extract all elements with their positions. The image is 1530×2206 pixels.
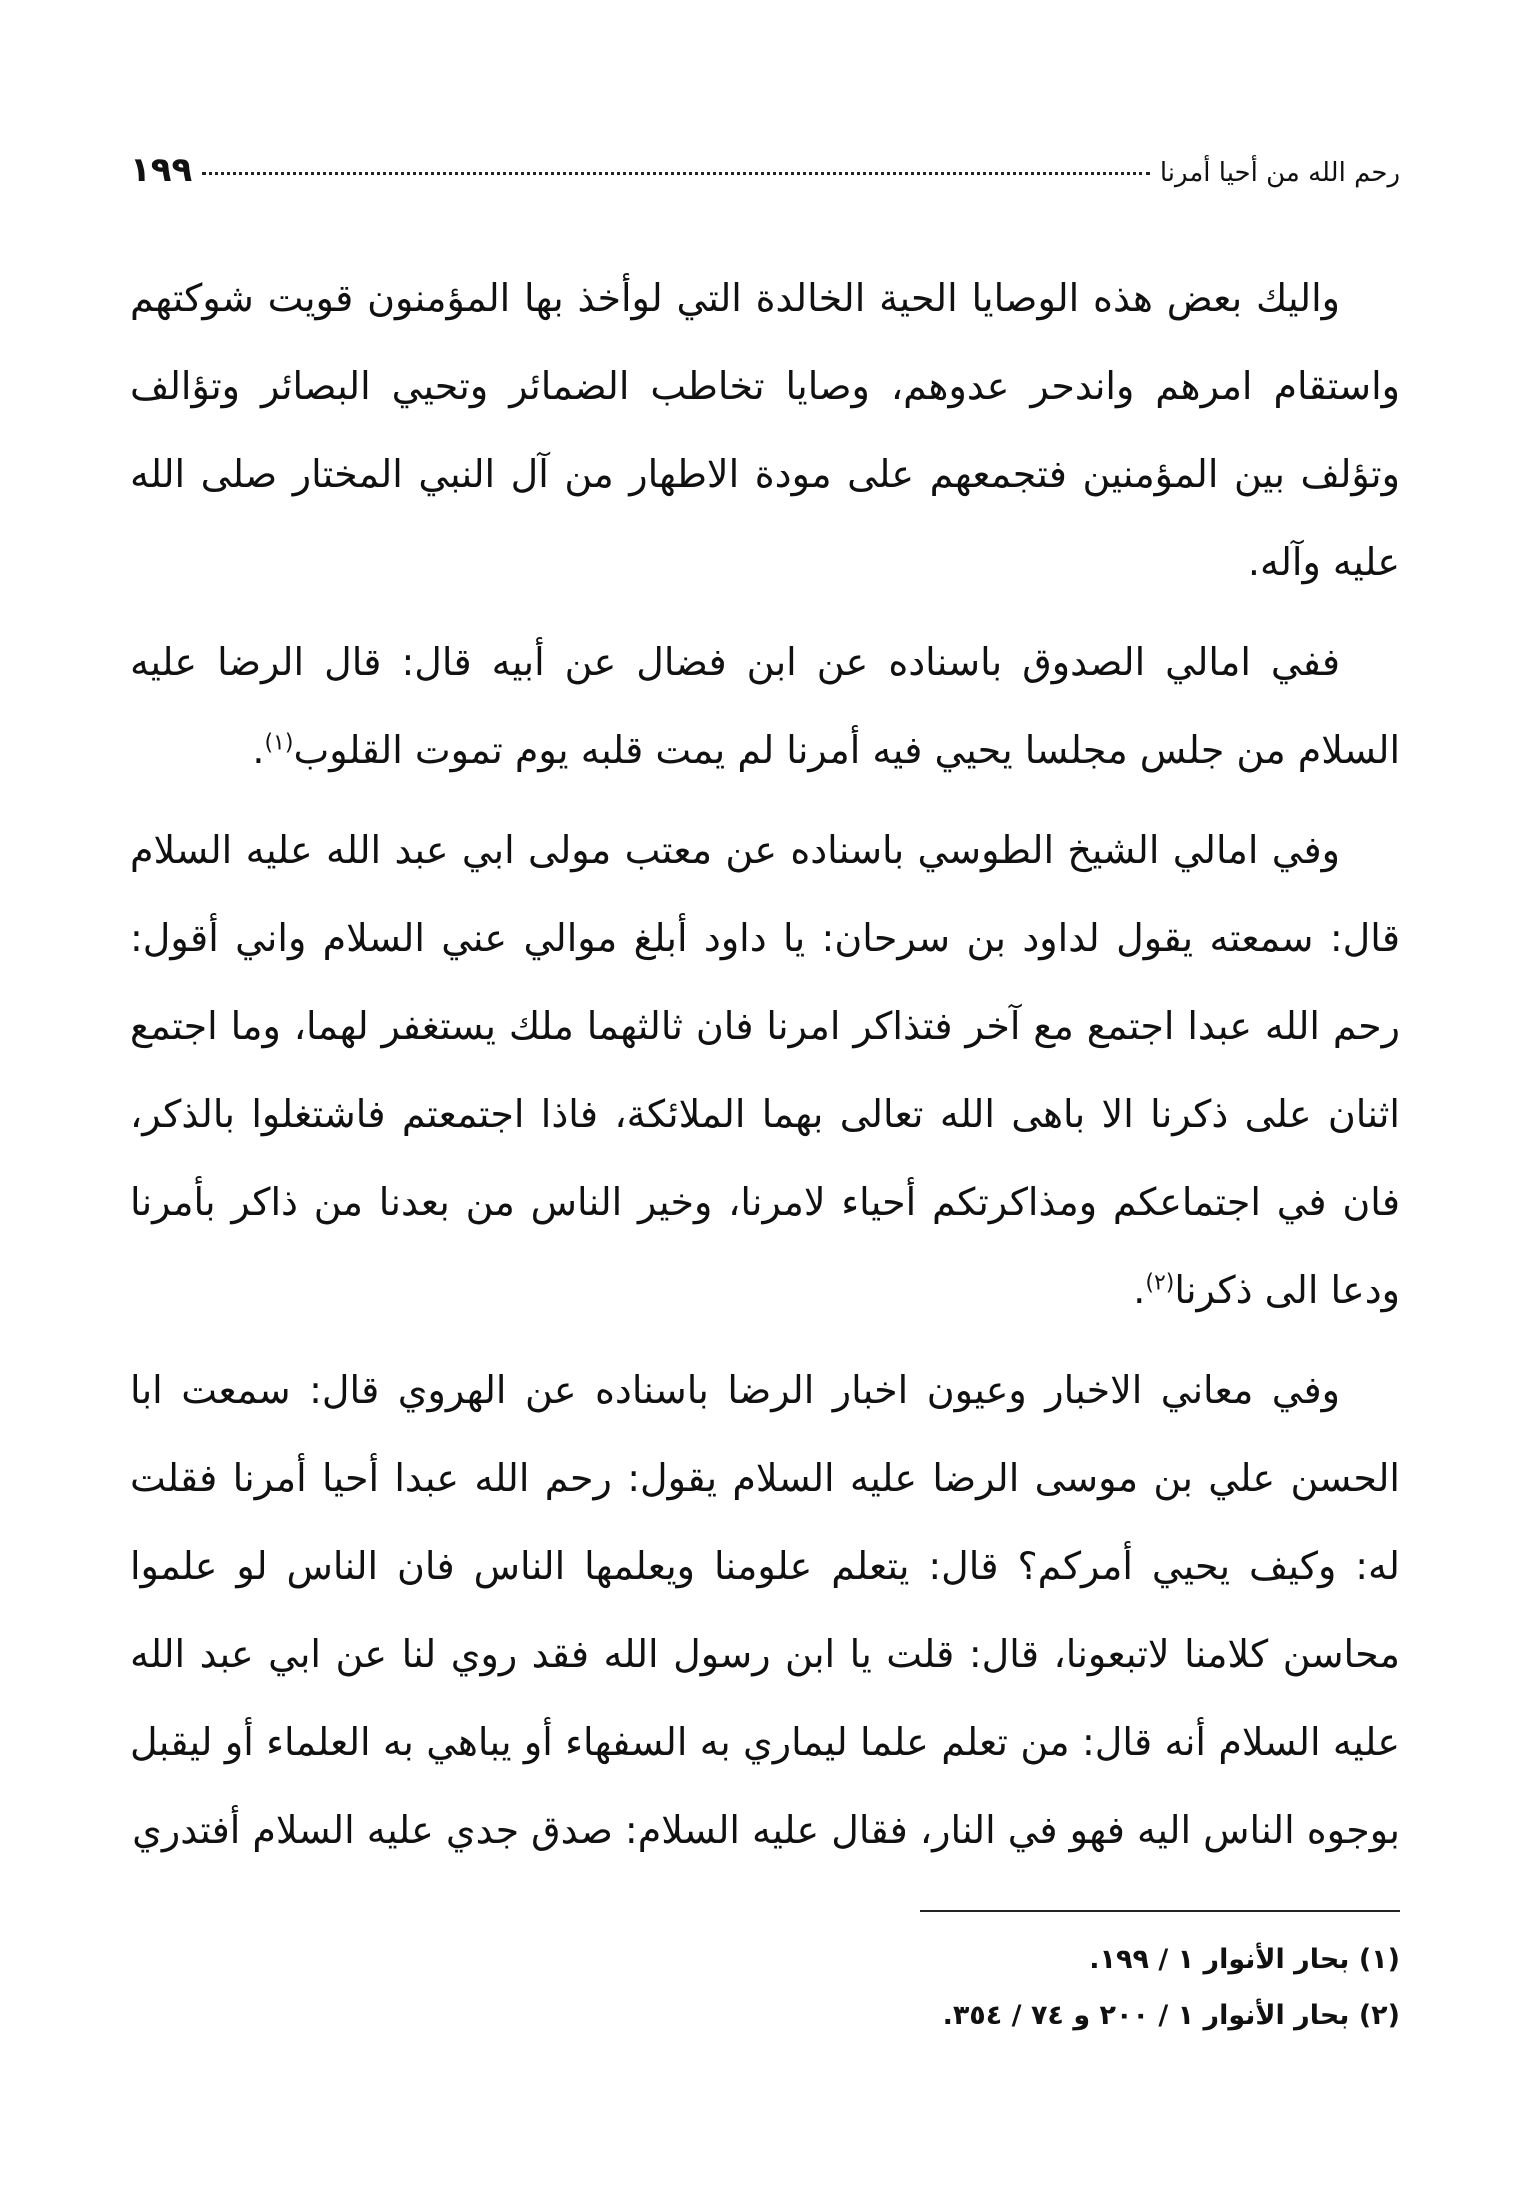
paragraph xyxy=(130,618,1400,794)
paragraph-text: ففي امالي الصدوق باسناده عن ابن فضال عن أبيه قال: قال الرضا عليه السلام من جلس مجلسا يحيي فيه أمرنا لم يمت قلبه يوم تموت القلوب xyxy=(130,640,1400,772)
paragraph-tail: . xyxy=(252,728,265,772)
paragraph-text: واليك بعض هذه الوصايا الحية الخالدة التي لوأخذ بها المؤمنون قويت شوكتهم واستقام امرهم واندحر عدوهم، وصايا تخاطب الضمائر وتحيي البصائر وتؤالف وتؤلف بين المؤمنين فتجمعهم على مودة الاطهار من آل النبي المختار صلى الله عليه وآله. xyxy=(130,276,1400,584)
footnote: (١) بحار الأنوار ١ / ١٩٩. xyxy=(1089,1944,1400,1975)
body-text xyxy=(130,254,1400,1874)
footnotes xyxy=(130,1932,1400,2044)
paragraph-text: وفي معاني الاخبار وعيون اخبار الرضا باسناده عن الهروي قال: سمعت ابا الحسن علي بن موسى الرضا عليه السلام يقول: رحم الله عبدا أحيا أمرنا فقلت له: وكيف يحيي أمركم؟ قال: يتعلم علومنا ويعلمها الناس فان الناس لو علموا محاسن كلامنا لاتبعونا، قال: قلت يا ابن رسول الله فقد روي لنا عن ابي عبد الله عليه السلام أنه قال: من تعلم علما ليماري به السفهاء أو يباهي به العلماء أو ليقبل بوجوه الناس اليه فهو في النار، فقال عليه السلام: صدق جدي عليه السلام أفتدري xyxy=(130,1368,1400,1852)
footnote: (٢) بحار الأنوار ١ / ٢٠٠ و ٧٤ / ٣٥٤. xyxy=(942,2000,1400,2031)
footnote-marker: (٢) xyxy=(1145,1270,1175,1296)
paragraph-tail: . xyxy=(1133,1268,1146,1312)
paragraph xyxy=(130,806,1400,1334)
dot-leader xyxy=(202,172,1150,175)
running-title: رحم الله من أحيا أمرنا xyxy=(1159,158,1400,188)
footnote-separator xyxy=(920,1910,1400,1912)
footnote-marker: (١) xyxy=(264,730,294,756)
paragraph xyxy=(130,254,1400,606)
running-header xyxy=(130,150,1400,210)
paragraph-text: وفي امالي الشيخ الطوسي باسناده عن معتب مولى ابي عبد الله عليه السلام قال: سمعته يقول لداود بن سرحان: يا داود أبلغ موالي عني السلام واني أقول: رحم الله عبدا اجتمع مع آخر فتذاكر امرنا فان ثالثهما ملك يستغفر لهما، وما اجتمع اثنان على ذكرنا الا باهى الله تعالى بهما الملائكة، فاذا اجتمعتم فاشتغلوا بالذكر، فان في اجتماعكم ومذاكرتكم أحياء لامرنا، وخير الناس من بعدنا من ذاكر بأمرنا ودعا الى ذكرنا xyxy=(130,828,1400,1312)
paragraph xyxy=(130,1346,1400,1874)
page-number: ١٩٩ xyxy=(130,150,193,190)
book-page xyxy=(130,150,1400,2100)
